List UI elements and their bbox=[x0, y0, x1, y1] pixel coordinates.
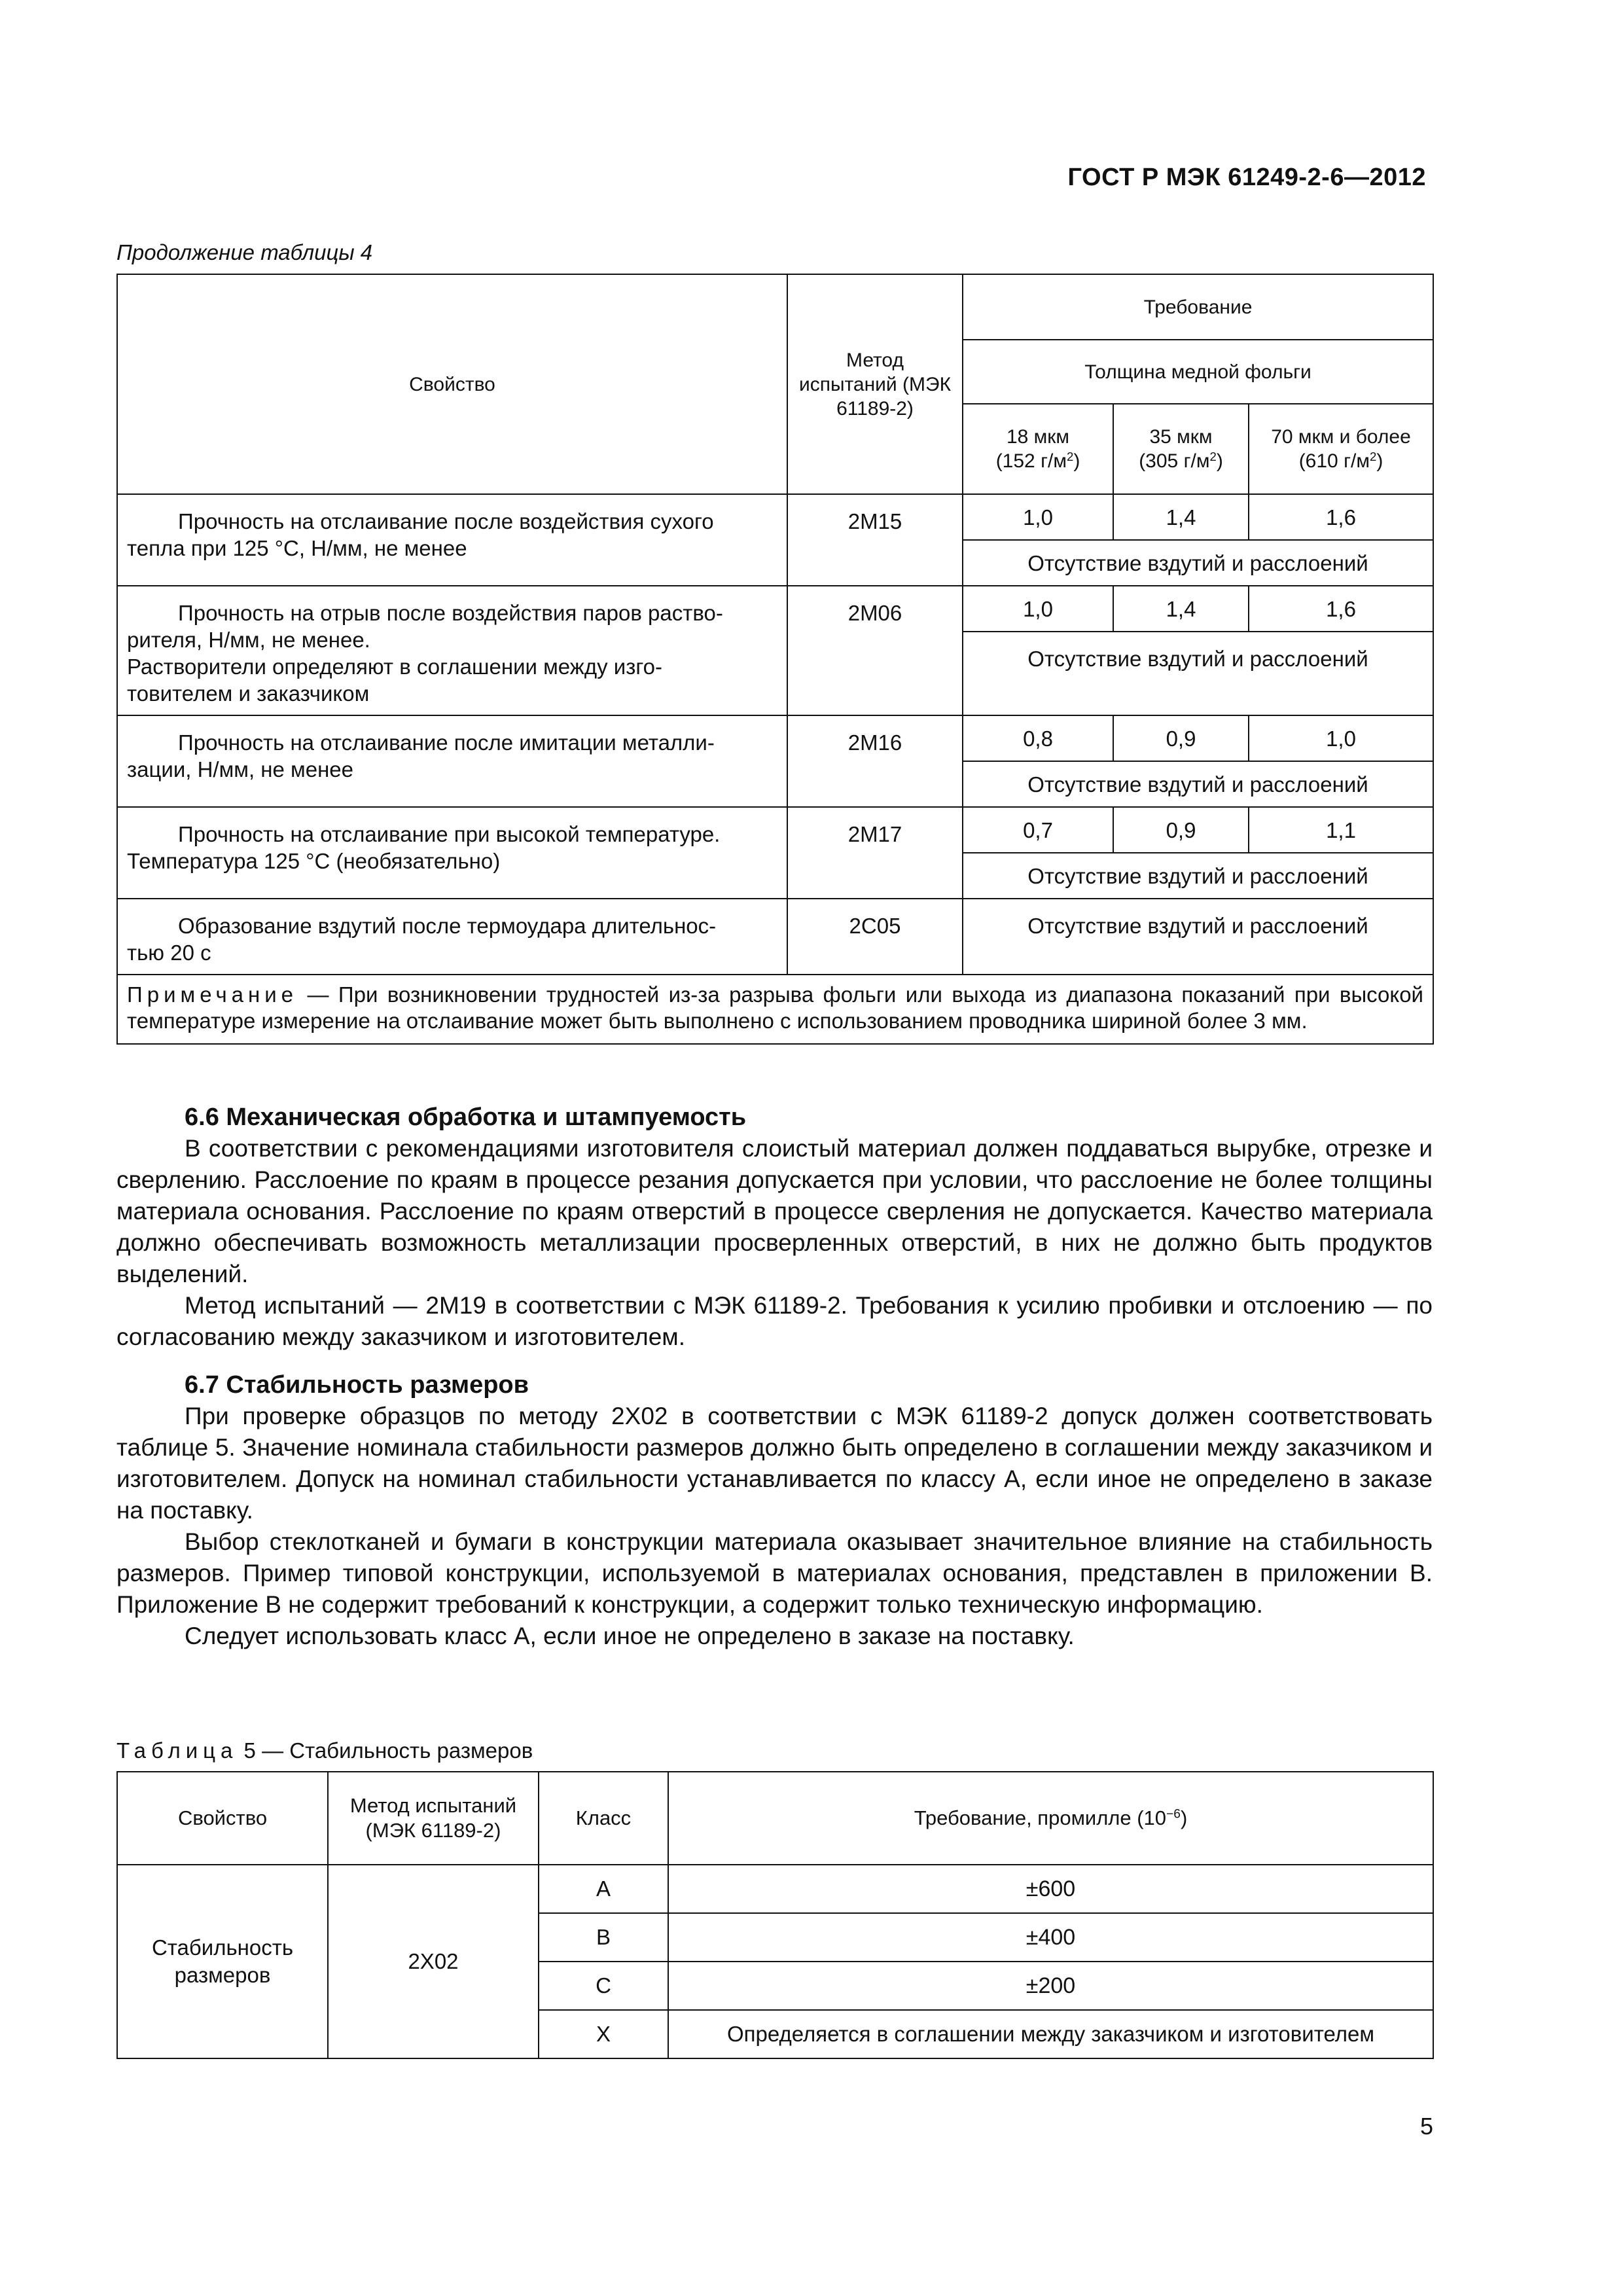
table5-class-b: В bbox=[539, 1913, 668, 1962]
row4-text1: Прочность на отслаивание при высокой температуре. bbox=[178, 822, 721, 846]
table4-row2-method: 2М06 bbox=[787, 586, 963, 715]
table5-class-x: Х bbox=[539, 2010, 668, 2058]
table5-caption-rest: 5 — Стабильность размеров bbox=[238, 1738, 533, 1763]
table5-caption-word: Таблица bbox=[116, 1738, 238, 1763]
table4-row4-method: 2М17 bbox=[787, 807, 963, 899]
table5-method-value: 2Х02 bbox=[328, 1865, 539, 2058]
row4-text2: Температура 125 °С (необязательно) bbox=[127, 849, 501, 873]
table4-row4-v35: 0,9 bbox=[1113, 807, 1249, 853]
section-6-7 bbox=[116, 1369, 1433, 1652]
table4-row2-v70: 1,6 bbox=[1249, 586, 1433, 632]
table5-req-a: ±600 bbox=[668, 1865, 1433, 1913]
table5-header-requirement bbox=[668, 1772, 1433, 1865]
table4-row1-v18: 1,0 bbox=[963, 494, 1113, 540]
table4-row2-property bbox=[117, 586, 787, 715]
note-label: Примечание bbox=[127, 982, 298, 1007]
table4-header-requirement: Требование bbox=[963, 274, 1433, 340]
close-paren: ) bbox=[1376, 450, 1383, 472]
table4-row5-method: 2С05 bbox=[787, 899, 963, 975]
header-70-line2: (610 г/м bbox=[1298, 450, 1370, 472]
close-paren: ) bbox=[1073, 450, 1080, 472]
table4-header-70um bbox=[1249, 404, 1433, 494]
table4-row1-note: Отсутствие вздутий и расслоений bbox=[963, 540, 1433, 586]
page-number: 5 bbox=[1419, 2113, 1433, 2140]
row3-text1: Прочность на отслаивание после имитации металли- bbox=[178, 730, 715, 755]
sup: 2 bbox=[1066, 449, 1074, 463]
note-text: — При возникновении трудностей из-за разрыва фольги или выхода из диапазона показаний при высокой температуре измерение на отслаивание может быть выполнено с использованием проводника шириной более 3 мм. bbox=[127, 982, 1423, 1033]
row2-text2: рителя, Н/мм, не менее. bbox=[127, 628, 370, 652]
table4-row3-v70: 1,0 bbox=[1249, 715, 1433, 761]
row2-text4: товителем и заказчиком bbox=[127, 681, 370, 706]
sup: 2 bbox=[1209, 449, 1217, 463]
table5-caption bbox=[116, 1738, 533, 1763]
table4-header-18um bbox=[963, 404, 1113, 494]
table4-header-property: Свойство bbox=[117, 274, 787, 494]
document-id: ГОСТ Р МЭК 61249-2-6—2012 bbox=[1067, 164, 1426, 191]
table5-class-c: С bbox=[539, 1962, 668, 2010]
table5 bbox=[116, 1771, 1434, 2059]
row5-text1: Образование вздутий после термоудара длительнос- bbox=[178, 914, 717, 938]
section-6-7-paragraph2: Выбор стеклотканей и бумаги в конструкции материала оказывает значительное влияние на стабильность размеров. Пример типовой конструкции, используемой в материалах основания, представлен в приложении В. Приложение В не содержит требований к конструкции, а содержит только техническую информацию. bbox=[116, 1528, 1433, 1618]
table4-header-method: Метод испытаний (МЭК 61189-2) bbox=[787, 274, 963, 494]
row1-text1: Прочность на отслаивание после воздействия сухого bbox=[178, 509, 714, 533]
header-35-line2: (305 г/м bbox=[1139, 450, 1210, 472]
table4-row3-v35: 0,9 bbox=[1113, 715, 1249, 761]
table4-row5-property bbox=[117, 899, 787, 975]
table5-req-c: ±200 bbox=[668, 1962, 1433, 2010]
row2-text1: Прочность на отрыв после воздействия паров раство- bbox=[178, 601, 723, 625]
table4-header-foil: Толщина медной фольги bbox=[963, 340, 1433, 404]
row5-text2: тью 20 с bbox=[127, 941, 211, 965]
row1-text2: тепла при 125 °С, Н/мм, не менее bbox=[127, 536, 467, 560]
table4-row4-v18: 0,7 bbox=[963, 807, 1113, 853]
table5-req-b: ±400 bbox=[668, 1913, 1433, 1962]
header-70-line1: 70 мкм и более bbox=[1271, 426, 1411, 448]
table4-row2-note: Отсутствие вздутий и расслоений bbox=[963, 632, 1433, 715]
section-6-6-paragraph1: В соответствии с рекомендациями изготовителя слоистый материал должен поддаваться вырубке, отрезке и сверлению. Расслоение по краям в процессе резания допускается при условии, что расслоение не более толщины материала основания. Расслоение по краям отверстий в процессе сверления не допускается. Качество материала должно обеспечивать возможность металлизации просверленных отверстий, в них не должно быть продуктов выделений. bbox=[116, 1135, 1433, 1287]
table4-row3-v18: 0,8 bbox=[963, 715, 1113, 761]
table4-row4-v70: 1,1 bbox=[1249, 807, 1433, 853]
table5-class-a: А bbox=[539, 1865, 668, 1913]
table4-caption: Продолжение таблицы 4 bbox=[116, 240, 373, 264]
req-close: ) bbox=[1180, 1806, 1188, 1829]
section-6-6 bbox=[116, 1102, 1433, 1353]
req-sup: −6 bbox=[1166, 1807, 1181, 1821]
table5-req-x: Определяется в соглашении между заказчиком и изготовителем bbox=[668, 2010, 1433, 2058]
table4 bbox=[116, 274, 1434, 1045]
table5-header-method: Метод испытаний (МЭК 61189-2) bbox=[328, 1772, 539, 1865]
table4-row4-property bbox=[117, 807, 787, 899]
close-paren: ) bbox=[1216, 450, 1223, 472]
table4-row3-note: Отсутствие вздутий и расслоений bbox=[963, 761, 1433, 807]
header-18-line2: (152 г/м bbox=[995, 450, 1067, 472]
row3-text2: зации, Н/мм, не менее bbox=[127, 757, 354, 781]
table4-row5-note: Отсутствие вздутий и расслоений bbox=[963, 899, 1433, 975]
table4-row2-v18: 1,0 bbox=[963, 586, 1113, 632]
header-18-line1: 18 мкм bbox=[1006, 426, 1070, 448]
section-6-6-paragraph2: Метод испытаний — 2М19 в соответствии с МЭК 61189-2. Требования к усилию пробивки и отслоению — по согласованию между заказчиком и изготовителем. bbox=[116, 1292, 1433, 1350]
row2-text3: Растворители определяют в соглашении между изго- bbox=[127, 655, 663, 679]
section-6-7-paragraph1: При проверке образцов по методу 2Х02 в соответствии с МЭК 61189-2 допуск должен соответствовать таблице 5. Значение номинала стабильности размеров должно быть определено в соглашении между заказчиком и изготовителем. Допуск на номинал стабильности устанавливается по классу А, если иное не определено в заказе на поставку. bbox=[116, 1403, 1433, 1524]
section-6-6-title: 6.6 Механическая обработка и штампуемость bbox=[185, 1103, 747, 1131]
table4-row3-method: 2М16 bbox=[787, 715, 963, 807]
table4-row3-property bbox=[117, 715, 787, 807]
table4-row1-method: 2М15 bbox=[787, 494, 963, 586]
table4-row1-v70: 1,6 bbox=[1249, 494, 1433, 540]
table5-header-property: Свойство bbox=[117, 1772, 328, 1865]
table4-row2-v35: 1,4 bbox=[1113, 586, 1249, 632]
sup: 2 bbox=[1369, 449, 1377, 463]
req-label: Требование, промилле (10 bbox=[914, 1806, 1167, 1829]
table4-row4-note: Отсутствие вздутий и расслоений bbox=[963, 853, 1433, 899]
table4-row1-property bbox=[117, 494, 787, 586]
table5-header-class: Класс bbox=[539, 1772, 668, 1865]
section-6-7-paragraph3: Следует использовать класс А, если иное не определено в заказе на поставку. bbox=[185, 1623, 1075, 1649]
table4-note bbox=[117, 975, 1433, 1044]
table5-property-value: Стабильность размеров bbox=[117, 1865, 328, 2058]
table4-row1-v35: 1,4 bbox=[1113, 494, 1249, 540]
table4-header-35um bbox=[1113, 404, 1249, 494]
header-35-line1: 35 мкм bbox=[1149, 426, 1213, 448]
section-6-7-title: 6.7 Стабильность размеров bbox=[185, 1371, 529, 1399]
